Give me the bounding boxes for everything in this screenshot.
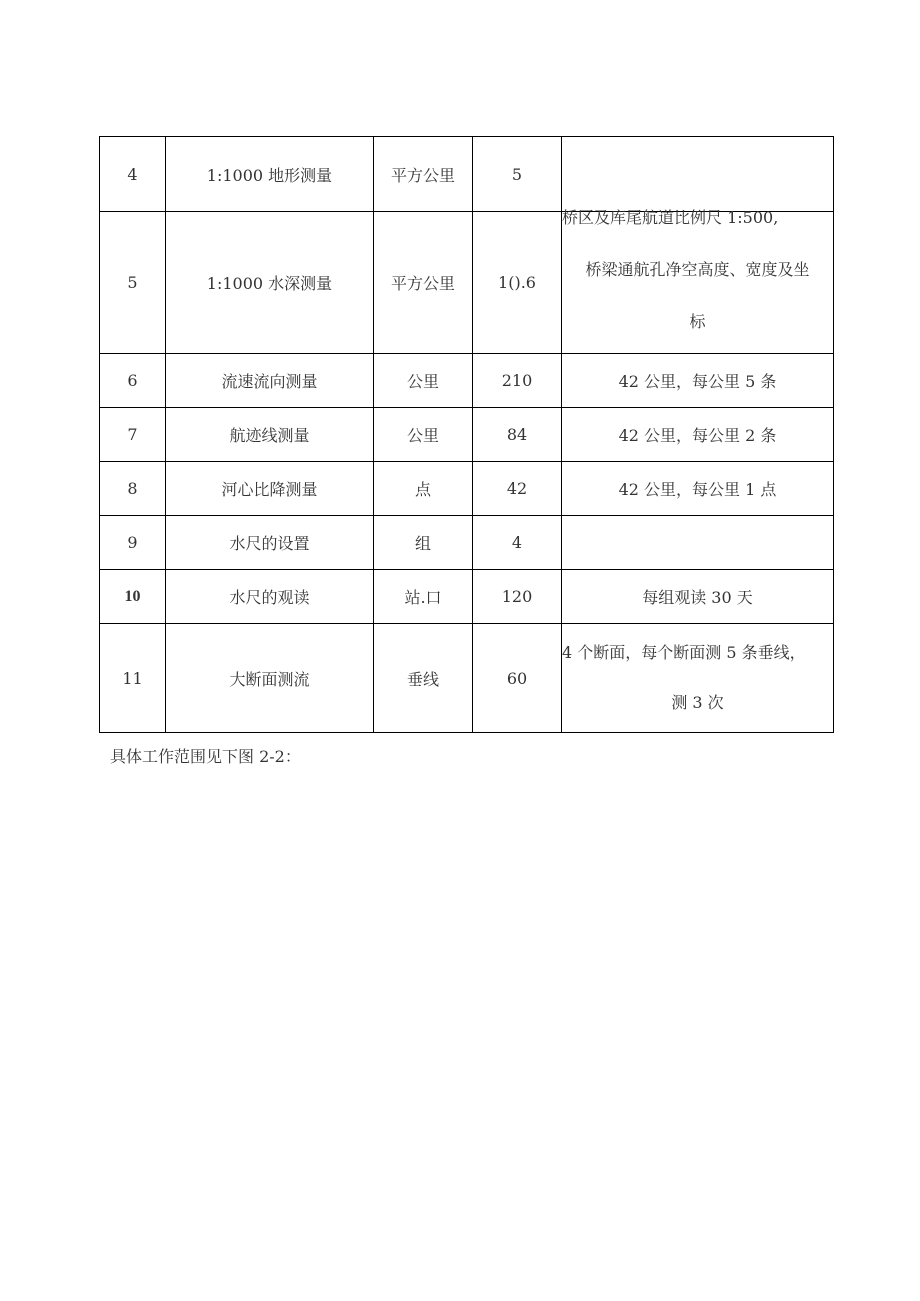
unit: 站.口 [374, 570, 473, 624]
row-number: 11 [100, 624, 166, 733]
note-line: 桥梁通航孔净空高度、宽度及坐 [585, 259, 810, 279]
item-name: 河心比降测量 [166, 462, 374, 516]
table-row [100, 624, 834, 733]
quantity: 5 [473, 137, 562, 212]
unit: 公里 [374, 408, 473, 462]
unit: 平方公里 [374, 137, 473, 212]
note: 42 公里，每公里 1 点 [562, 462, 834, 516]
row-number: 7 [100, 408, 166, 462]
unit: 平方公里 [374, 212, 473, 354]
table-row [100, 570, 834, 624]
row-number: 6 [100, 354, 166, 408]
row-number: 5 [100, 212, 166, 354]
quantity: 210 [473, 354, 562, 408]
figure-reference-caption: 具体工作范围见下图 2-2： [110, 747, 301, 766]
unit: 垂线 [374, 624, 473, 733]
item-name: 航迹线测量 [166, 408, 374, 462]
table-row [100, 408, 834, 462]
quantity: 4 [473, 516, 562, 570]
note [562, 624, 834, 733]
note: 42 公里，每公里 2 条 [562, 408, 834, 462]
note [562, 207, 834, 354]
note-line: 测 3 次 [671, 693, 724, 712]
note-line: 标 [689, 311, 706, 331]
table-row [100, 354, 834, 408]
work-scope-table [99, 136, 834, 733]
row-number: 10 [100, 570, 166, 624]
table-row [100, 462, 834, 516]
note [562, 516, 834, 570]
unit: 组 [374, 516, 473, 570]
item-name: 1:1000 水深测量 [166, 212, 374, 354]
item-name: 水尺的观读 [166, 570, 374, 624]
note-line: 4 个断面，每个断面测 5 条垂线， [562, 643, 806, 662]
quantity: 1().6 [473, 212, 562, 354]
note-line: 桥区及库尾航道比例尺 1:500, [562, 207, 779, 227]
quantity: 42 [473, 462, 562, 516]
quantity: 120 [473, 570, 562, 624]
table-row [100, 212, 834, 354]
row-number: 4 [100, 137, 166, 212]
unit: 公里 [374, 354, 473, 408]
row-number: 8 [100, 462, 166, 516]
unit: 点 [374, 462, 473, 516]
row-number: 9 [100, 516, 166, 570]
quantity: 60 [473, 624, 562, 733]
note: 每组观读 30 天 [562, 570, 834, 624]
item-name: 流速流向测量 [166, 354, 374, 408]
item-name: 大断面测流 [166, 624, 374, 733]
item-name: 水尺的设置 [166, 516, 374, 570]
quantity: 84 [473, 408, 562, 462]
item-name: 1:1000 地形测量 [166, 137, 374, 212]
table-row [100, 516, 834, 570]
note: 42 公里，每公里 5 条 [562, 354, 834, 408]
